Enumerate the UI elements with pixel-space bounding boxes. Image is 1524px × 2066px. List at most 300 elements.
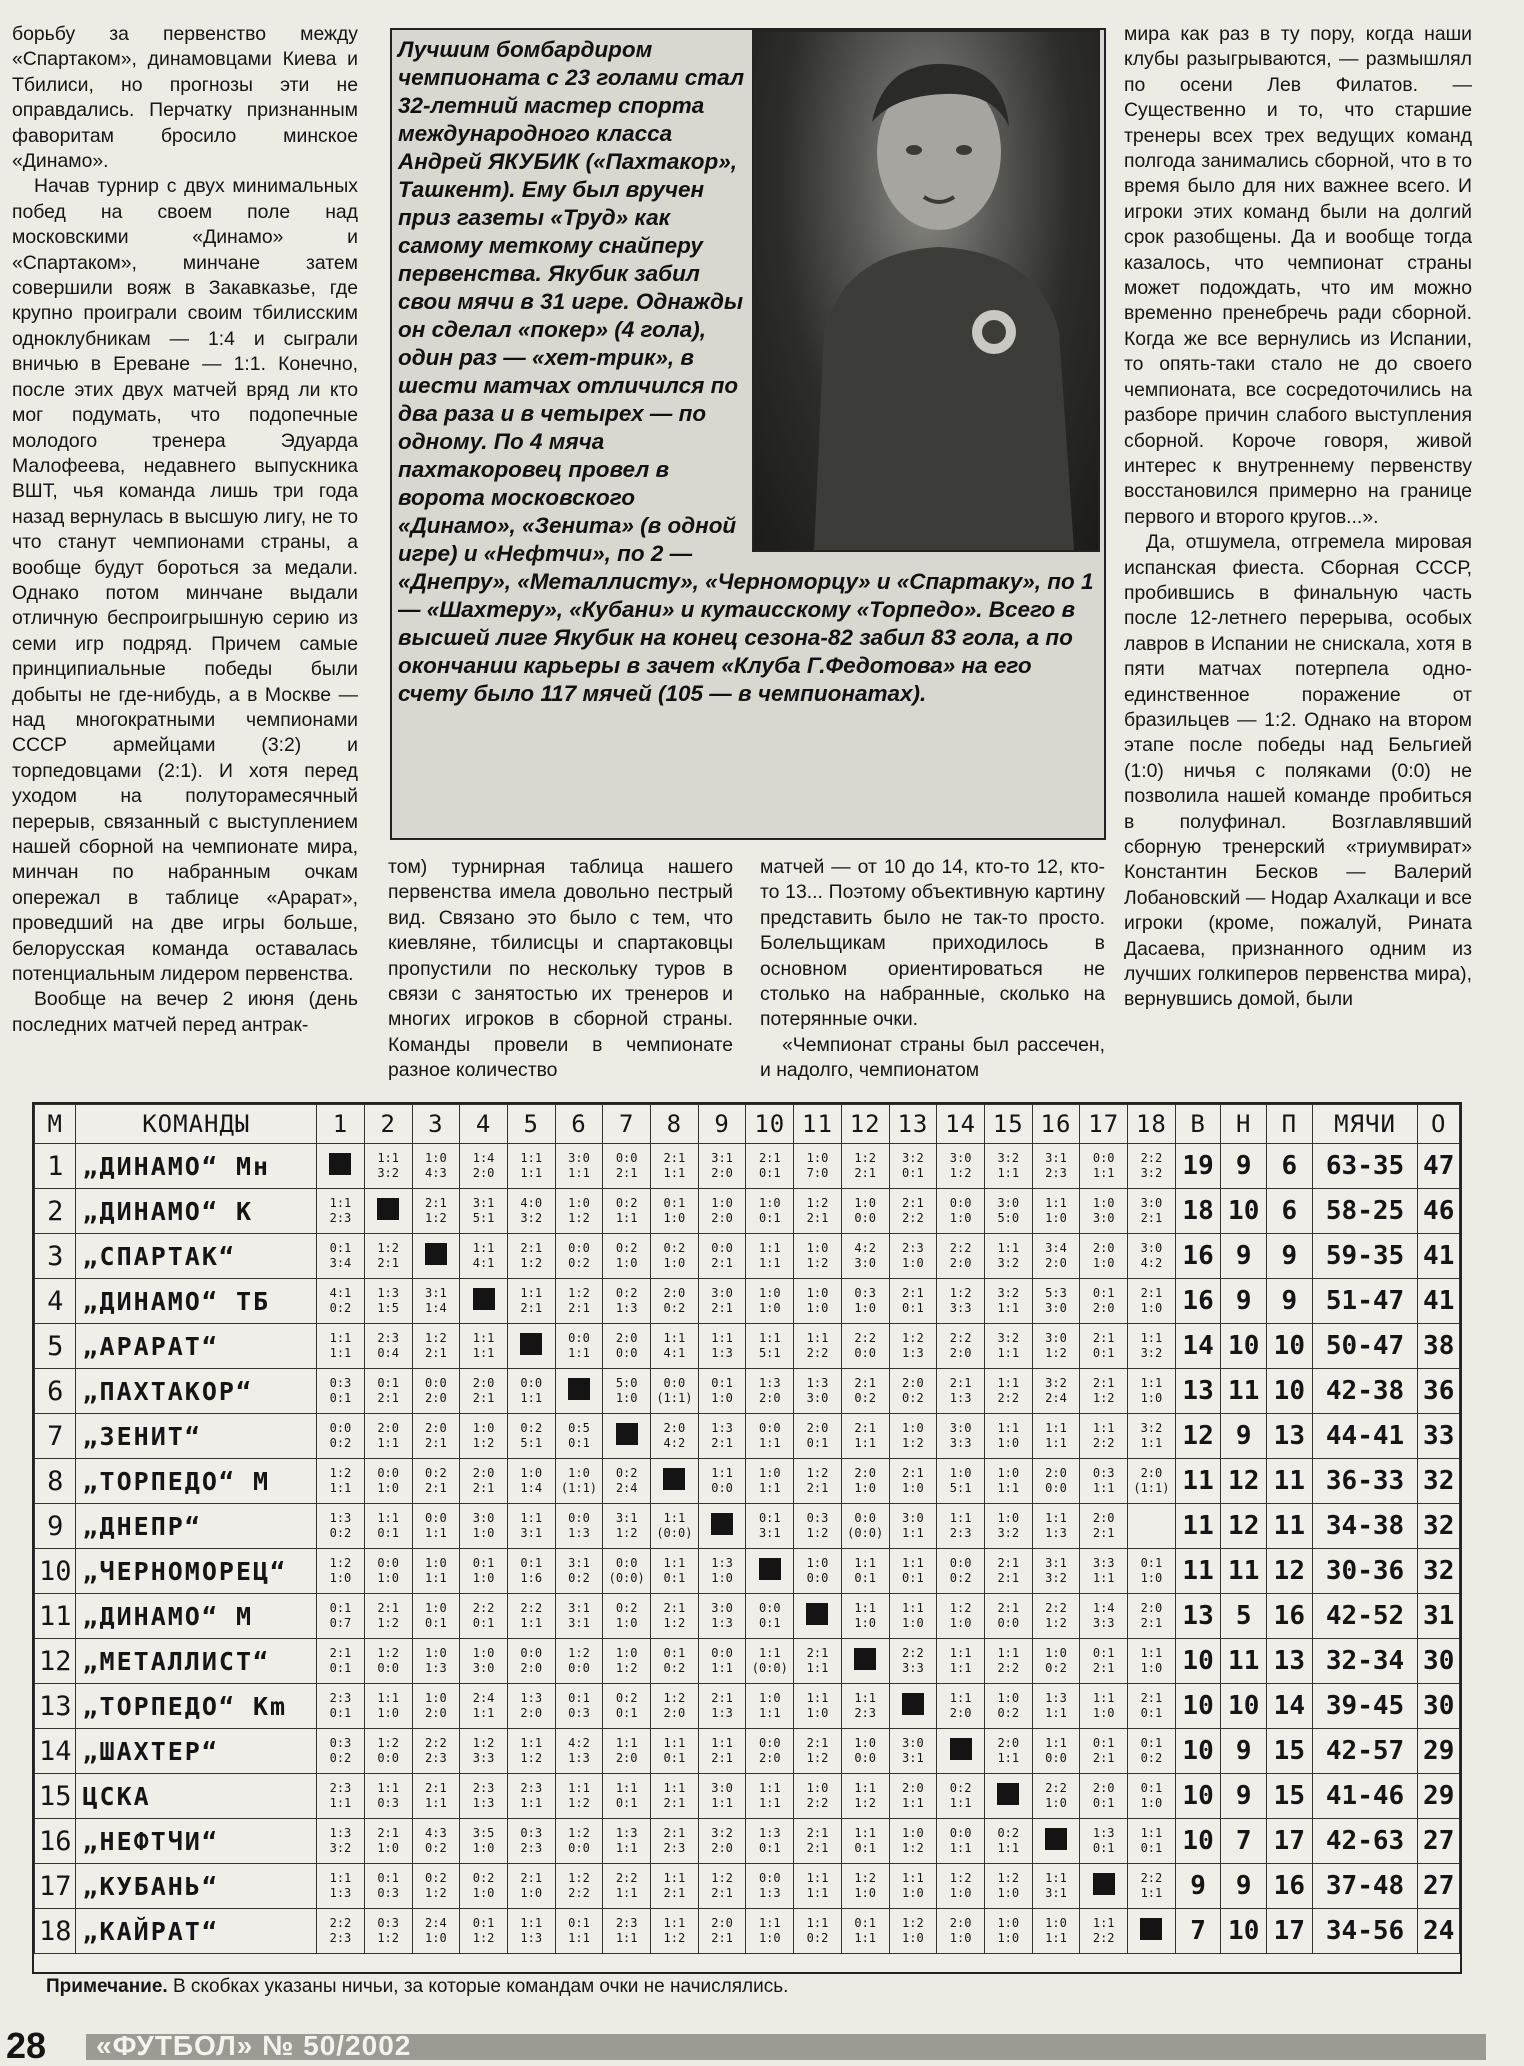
score-line: 2:2: [1092, 1436, 1115, 1450]
score-line: 1:0: [520, 1466, 543, 1480]
score-line: 1:1: [425, 1571, 447, 1585]
score-cell: [698, 1234, 746, 1279]
score-line: 3:5: [472, 1826, 495, 1840]
score-line: 1:0: [854, 1481, 877, 1495]
score-cell: [507, 1369, 555, 1414]
self-block: [663, 1468, 685, 1490]
score-cell: [1128, 1144, 1176, 1189]
score-line: 0:0: [1045, 1481, 1067, 1495]
table-row: [35, 1819, 1460, 1864]
score-cell: [364, 1279, 412, 1324]
score-cell: [317, 1594, 365, 1639]
score-line: 0:2: [425, 1871, 447, 1885]
score-cell: [651, 1729, 699, 1774]
score-line: 0:3: [329, 1376, 352, 1390]
score-cell: [889, 1144, 937, 1189]
score-line: 0:1: [1140, 1736, 1163, 1750]
score-cell: [1080, 1504, 1128, 1549]
score-cell: [841, 1144, 889, 1189]
table-row: [35, 1594, 1460, 1639]
score-cell: [460, 1684, 508, 1729]
draws: 10: [1221, 1909, 1267, 1954]
score-cell: [507, 1279, 555, 1324]
score-cell: [460, 1459, 508, 1504]
team-name: „ДИНАМО“ Мн: [76, 1144, 317, 1189]
score-cell: [507, 1549, 555, 1594]
score-line: 1:0: [377, 1841, 399, 1855]
score-line: 1:1: [615, 1841, 638, 1855]
score-line: 1:0: [329, 1571, 352, 1585]
score-cell: [984, 1369, 1032, 1414]
score-line: 2:1: [425, 1781, 447, 1795]
score-line: 2:2: [997, 1391, 1020, 1405]
team-place: 2: [35, 1189, 76, 1234]
score-cell: [507, 1909, 555, 1954]
score-line: 1:2: [997, 1871, 1020, 1885]
score-line: 3:2: [1045, 1571, 1067, 1585]
score-line: 2:3: [329, 1781, 352, 1795]
score-line: 2:2: [615, 1871, 638, 1885]
score-line: 5:0: [997, 1211, 1020, 1225]
score-line: 1:1: [758, 1706, 781, 1720]
score-cell: [603, 1459, 651, 1504]
score-line: 3:0: [711, 1286, 733, 1300]
score-cell: [1080, 1774, 1128, 1819]
score-line: 0:0: [520, 1646, 543, 1660]
score-line: 1:1: [472, 1706, 495, 1720]
score-line: 0:7: [329, 1616, 352, 1630]
score-line: 1:2: [806, 1751, 829, 1765]
score-line: 1:1: [711, 1466, 733, 1480]
score-line: 2:0: [1140, 1466, 1163, 1480]
score-cell: [889, 1234, 937, 1279]
table-row: [35, 1774, 1460, 1819]
score-line: 0:1: [806, 1436, 829, 1450]
score-line: 1:1: [1140, 1376, 1163, 1390]
score-line: 1:0: [997, 1436, 1020, 1450]
paragraph: мира как раз в ту пору, когда наши клубы разыгрываются, — размышлял по осени Лев Филатов. — Существенно и то, что старшие тренеры всех трех ведущих команд полгода занимались сборной, что в то время было для них важнее всего. И игроки этих команд были на долгий срок разобщены. Да и вообще тогда казалось, что чемпионат страны может подождать, что им можно временно пренебречь ради сборной. Когда же все вернулись из Испании, то опять-таки стало не до своего чемпионата, все сосредоточились на разборе причин слабого выступления сборной. Короче говоря, живой интерес к внутреннему первенству восстановился примерно на границе первого и второго кругов...».: [1124, 23, 1472, 528]
team-name: „ТОРПЕДО“ Km: [76, 1684, 317, 1729]
score-line: 1:0: [1045, 1796, 1067, 1810]
score-cell: [1128, 1279, 1176, 1324]
score-cell: [841, 1459, 889, 1504]
score-cell: [746, 1684, 794, 1729]
score-cell: [1080, 1909, 1128, 1954]
score-line: 1:4: [425, 1301, 447, 1315]
score-line: 1:2: [568, 1211, 590, 1225]
score-cell: [984, 1729, 1032, 1774]
score-line: 3:2: [997, 1331, 1020, 1345]
score-line: 1:3: [568, 1751, 590, 1765]
score-line: 1:0: [520, 1886, 543, 1900]
score-line: 1:1: [1092, 1571, 1115, 1585]
score-line: 1:2: [806, 1256, 829, 1270]
score-line: 2:1: [1140, 1286, 1163, 1300]
score-line: (0:0): [847, 1526, 884, 1540]
team-name: „ЗЕНИТ“: [76, 1414, 317, 1459]
score-line: 0:2: [329, 1526, 352, 1540]
score-line: 1:1: [949, 1796, 972, 1810]
team-name: „МЕТАЛЛИСТ“: [76, 1639, 317, 1684]
score-line: 1:1: [758, 1646, 781, 1660]
table-row: [35, 1504, 1460, 1549]
score-cell: [984, 1549, 1032, 1594]
score-cell: [1032, 1369, 1080, 1414]
score-line: 0:0: [377, 1751, 399, 1765]
score-line: 2:0: [758, 1751, 781, 1765]
score-line: 3:2: [1140, 1166, 1163, 1180]
score-line: 2:1: [425, 1436, 447, 1450]
score-line: 1:0: [711, 1571, 733, 1585]
score-line: 2:1: [1092, 1376, 1115, 1390]
score-line: 2:1: [758, 1151, 781, 1165]
score-cell: [555, 1279, 603, 1324]
score-cell: [460, 1549, 508, 1594]
score-line: 0:3: [806, 1511, 829, 1525]
score-line: 3:1: [425, 1286, 447, 1300]
score-line: 2:0: [711, 1166, 733, 1180]
score-line: 0:3: [377, 1886, 399, 1900]
score-line: 1:2: [472, 1436, 495, 1450]
score-cell: [555, 1234, 603, 1279]
score-cell: [1032, 1144, 1080, 1189]
score-line: 0:2: [329, 1436, 352, 1450]
score-line: 1:2: [663, 1691, 686, 1705]
score-cell: [555, 1819, 603, 1864]
score-line: 1:1: [902, 1871, 924, 1885]
score-cell: [746, 1459, 794, 1504]
points: 29: [1418, 1729, 1460, 1774]
wins: 14: [1175, 1324, 1221, 1369]
score-line: 3:3: [949, 1436, 972, 1450]
score-cell: [698, 1369, 746, 1414]
self-block: [806, 1603, 828, 1625]
score-line: 0:3: [329, 1736, 352, 1750]
points: 46: [1418, 1189, 1460, 1234]
score-cell: [1128, 1819, 1176, 1864]
score-line: 1:1: [329, 1196, 352, 1210]
score-line: 1:1: [1045, 1196, 1067, 1210]
table-row: [35, 1324, 1460, 1369]
score-cell: [841, 1729, 889, 1774]
self-cell: [698, 1504, 746, 1549]
score-cell: [1128, 1504, 1176, 1549]
score-line: 1:2: [377, 1646, 399, 1660]
score-line: 5:1: [520, 1436, 543, 1450]
score-line: 2:0: [1045, 1466, 1067, 1480]
score-line: 1:0: [854, 1301, 877, 1315]
score-line: 1:1: [1045, 1436, 1067, 1450]
team-place: 13: [35, 1684, 76, 1729]
score-line: 1:1: [1092, 1691, 1115, 1705]
score-line: 3:0: [949, 1421, 972, 1435]
score-line: 3:3: [472, 1751, 495, 1765]
score-line: 2:0: [949, 1916, 972, 1930]
score-line: 0:1: [615, 1796, 638, 1810]
score-line: 0:2: [663, 1241, 686, 1255]
score-line: 2:1: [711, 1751, 733, 1765]
header-opponent: 1: [317, 1105, 365, 1144]
score-cell: [603, 1774, 651, 1819]
score-line: 1:1: [377, 1436, 399, 1450]
score-line: 1:2: [949, 1601, 972, 1615]
score-cell: [460, 1234, 508, 1279]
score-cell: [1128, 1414, 1176, 1459]
score-line: 2:1: [902, 1466, 924, 1480]
score-line: 2:0: [663, 1286, 686, 1300]
score-cell: [746, 1864, 794, 1909]
score-cell: [794, 1459, 842, 1504]
score-line: 1:0: [758, 1196, 781, 1210]
score-line: 1:1: [902, 1796, 924, 1810]
score-line: 5:1: [472, 1211, 495, 1225]
team-place: 5: [35, 1324, 76, 1369]
score-line: 1:0: [902, 1931, 924, 1945]
score-line: 1:2: [425, 1331, 447, 1345]
wins: 10: [1175, 1774, 1221, 1819]
score-line: 3:0: [568, 1151, 590, 1165]
score-cell: [937, 1234, 985, 1279]
team-place: 17: [35, 1864, 76, 1909]
score-line: 0:2: [663, 1661, 686, 1675]
score-line: 1:0: [1045, 1211, 1067, 1225]
score-line: 1:1: [902, 1556, 924, 1570]
score-cell: [460, 1369, 508, 1414]
score-cell: [412, 1909, 460, 1954]
score-line: 0:1: [711, 1376, 733, 1390]
score-line: 3:0: [949, 1151, 972, 1165]
score-line: 1:0: [949, 1211, 972, 1225]
score-cell: [460, 1189, 508, 1234]
score-line: 1:0: [711, 1196, 733, 1210]
score-cell: [889, 1189, 937, 1234]
score-cell: [841, 1774, 889, 1819]
score-line: 2:1: [568, 1301, 590, 1315]
score-line: 2:3: [472, 1781, 495, 1795]
score-cell: [317, 1414, 365, 1459]
score-cell: [603, 1729, 651, 1774]
score-line: 1:4: [1092, 1601, 1115, 1615]
score-cell: [364, 1234, 412, 1279]
score-line: (1:1): [656, 1391, 693, 1405]
score-cell: [412, 1864, 460, 1909]
score-cell: [746, 1234, 794, 1279]
score-line: 1:3: [806, 1376, 829, 1390]
score-line: 0:0: [425, 1511, 447, 1525]
score-cell: [1032, 1414, 1080, 1459]
score-line: 1:0: [615, 1616, 638, 1630]
table-row: [35, 1279, 1460, 1324]
team-place: 10: [35, 1549, 76, 1594]
score-line: 1:2: [854, 1151, 877, 1165]
score-line: 2:2: [1092, 1931, 1115, 1945]
score-line: 1:0: [997, 1931, 1020, 1945]
score-cell: [746, 1279, 794, 1324]
score-cell: [555, 1414, 603, 1459]
score-line: 1:1: [1045, 1511, 1067, 1525]
self-block: [997, 1783, 1019, 1805]
standings-table: [32, 1102, 1462, 1974]
score-cell: [651, 1594, 699, 1639]
score-line: 3:0: [1092, 1211, 1115, 1225]
score-line: 1:1: [997, 1421, 1020, 1435]
score-line: 1:1: [329, 1481, 352, 1495]
score-cell: [937, 1414, 985, 1459]
paragraph: Вообще на вечер 2 июня (день последних матчей перед антрак-: [12, 988, 358, 1036]
score-line: 1:1: [902, 1601, 924, 1615]
score-line: 3:1: [1045, 1556, 1067, 1570]
team-place: 9: [35, 1504, 76, 1549]
score-line: 2:3: [520, 1841, 543, 1855]
score-cell: [412, 1639, 460, 1684]
score-line: 0:1: [1092, 1736, 1115, 1750]
self-block: [520, 1333, 542, 1355]
score-cell: [841, 1594, 889, 1639]
score-line: 2:4: [425, 1916, 447, 1930]
score-line: 0:0: [854, 1511, 877, 1525]
score-line: 2:2: [1140, 1871, 1163, 1885]
score-line: 0:1: [1092, 1286, 1115, 1300]
points: 41: [1418, 1234, 1460, 1279]
score-line: 0:0: [711, 1241, 733, 1255]
wins: 18: [1175, 1189, 1221, 1234]
score-cell: [1128, 1549, 1176, 1594]
team-name: „НЕФТЧИ“: [76, 1819, 317, 1864]
score-line: 1:3: [377, 1286, 399, 1300]
score-line: 0:1: [854, 1841, 877, 1855]
score-line: 1:1: [806, 1886, 829, 1900]
self-block: [950, 1738, 972, 1760]
team-name: „ПАХТАКОР“: [76, 1369, 317, 1414]
score-line: 1:0: [615, 1646, 638, 1660]
score-cell: [1080, 1684, 1128, 1729]
score-line: 3:2: [1140, 1421, 1163, 1435]
score-line: 1:3: [758, 1826, 781, 1840]
score-cell: [603, 1504, 651, 1549]
score-line: 1:0: [806, 1241, 829, 1255]
score-line: 5:0: [615, 1376, 638, 1390]
score-line: 2:2: [949, 1241, 972, 1255]
score-cell: [317, 1459, 365, 1504]
losses: 15: [1267, 1729, 1313, 1774]
score-cell: [603, 1684, 651, 1729]
score-line: 2:2: [329, 1916, 352, 1930]
score-line: 2:0: [902, 1781, 924, 1795]
score-line: 1:0: [1045, 1646, 1067, 1660]
score-cell: [460, 1864, 508, 1909]
score-cell: [794, 1414, 842, 1459]
score-line: 2:3: [1045, 1166, 1067, 1180]
score-line: 1:0: [472, 1886, 495, 1900]
score-line: 3:1: [1045, 1886, 1067, 1900]
score-cell: [841, 1414, 889, 1459]
score-line: 2:0: [949, 1346, 972, 1360]
score-cell: [603, 1324, 651, 1369]
score-line: 0:0: [377, 1556, 399, 1570]
score-cell: [698, 1594, 746, 1639]
score-line: 1:1: [949, 1841, 972, 1855]
score-line: 2:0: [1092, 1241, 1115, 1255]
score-line: 1:0: [949, 1886, 972, 1900]
score-cell: [364, 1549, 412, 1594]
score-line: 3:2: [1140, 1346, 1163, 1360]
score-line: 1:2: [949, 1871, 972, 1885]
score-line: 2:1: [997, 1571, 1020, 1585]
score-line: 0:1: [329, 1661, 352, 1675]
score-cell: [937, 1504, 985, 1549]
team-place: 14: [35, 1729, 76, 1774]
score-line: 1:0: [425, 1601, 447, 1615]
score-cell: [651, 1549, 699, 1594]
score-line: 1:0: [997, 1691, 1020, 1705]
losses: 10: [1267, 1324, 1313, 1369]
score-cell: [937, 1909, 985, 1954]
score-cell: [746, 1594, 794, 1639]
score-line: 2:1: [902, 1286, 924, 1300]
score-line: 1:1: [472, 1331, 495, 1345]
score-cell: [937, 1369, 985, 1414]
score-cell: [841, 1549, 889, 1594]
article-column-1: [12, 22, 358, 1038]
article-column-2: [388, 855, 733, 1084]
score-line: 1:2: [568, 1871, 590, 1885]
score-line: 1:3: [1045, 1526, 1067, 1540]
score-cell: [1128, 1864, 1176, 1909]
score-cell: [412, 1144, 460, 1189]
score-cell: [412, 1324, 460, 1369]
losses: 9: [1267, 1234, 1313, 1279]
table-row: [35, 1234, 1460, 1279]
score-line: 1:1: [1092, 1166, 1115, 1180]
self-block: [711, 1513, 733, 1535]
score-line: 1:1: [663, 1871, 686, 1885]
score-line: 3:1: [902, 1751, 924, 1765]
score-cell: [794, 1504, 842, 1549]
score-line: 0:2: [329, 1751, 352, 1765]
score-cell: [603, 1189, 651, 1234]
score-line: 2:0: [949, 1256, 972, 1270]
score-cell: [317, 1234, 365, 1279]
score-cell: [937, 1774, 985, 1819]
score-cell: [555, 1774, 603, 1819]
wins: 13: [1175, 1369, 1221, 1414]
score-line: 2:0: [1045, 1256, 1067, 1270]
score-cell: [746, 1729, 794, 1774]
wins: 11: [1175, 1549, 1221, 1594]
wins: 12: [1175, 1414, 1221, 1459]
score-cell: [555, 1549, 603, 1594]
score-line: 1:1: [854, 1436, 877, 1450]
score-line: 1:0: [758, 1691, 781, 1705]
draws: 7: [1221, 1819, 1267, 1864]
score-cell: [412, 1729, 460, 1774]
score-line: 2:1: [806, 1826, 829, 1840]
score-line: 3:0: [711, 1601, 733, 1615]
score-cell: [794, 1549, 842, 1594]
score-line: 1:1: [377, 1781, 399, 1795]
score-line: 2:1: [377, 1826, 399, 1840]
score-cell: [555, 1864, 603, 1909]
score-line: 0:1: [758, 1211, 781, 1225]
score-line: 2:1: [472, 1481, 495, 1495]
score-line: 1:1: [568, 1346, 590, 1360]
score-line: 0:1: [520, 1556, 543, 1570]
score-line: 1:2: [568, 1796, 590, 1810]
score-line: 2:0: [425, 1706, 447, 1720]
score-line: 1:1: [997, 1301, 1020, 1315]
draws: 9: [1221, 1414, 1267, 1459]
score-line: 2:1: [663, 1151, 686, 1165]
